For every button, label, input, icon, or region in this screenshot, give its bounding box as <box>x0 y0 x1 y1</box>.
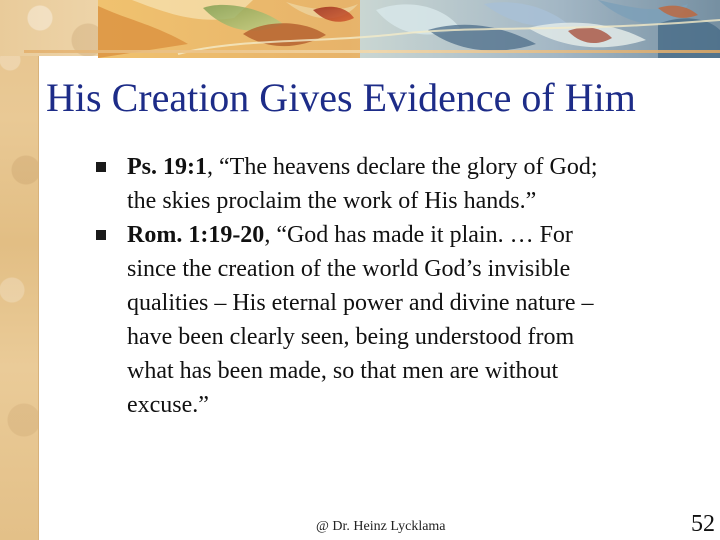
bullet-item-psalm <box>96 150 616 218</box>
slide-title: His Creation Gives Evidence of Him <box>46 75 636 120</box>
footer-author: @ Dr. Heinz Lycklama <box>316 519 446 534</box>
bullet-text: , “The heavens declare the glory of God; the skies proclaim the work of His hands.” <box>127 154 598 214</box>
bullet-text: , “God has made it plain. … For since the creation of the world God’s invisible qualities – His eternal power and divine nature – have been clearly seen, being understood from what has been made, so that men are without excuse.” <box>127 222 594 418</box>
bullet-list <box>96 150 616 422</box>
bullet-item-romans <box>96 218 616 422</box>
square-bullet-icon <box>96 230 106 240</box>
top-decorative-banner <box>0 0 720 62</box>
page-number: 52 <box>691 511 715 537</box>
bullet-reference: Rom. 1:19-20 <box>127 222 265 248</box>
bullet-reference: Ps. 19:1 <box>127 154 207 180</box>
square-bullet-icon <box>96 162 106 172</box>
top-accent-line <box>24 50 720 53</box>
left-parchment-strip <box>0 0 39 540</box>
